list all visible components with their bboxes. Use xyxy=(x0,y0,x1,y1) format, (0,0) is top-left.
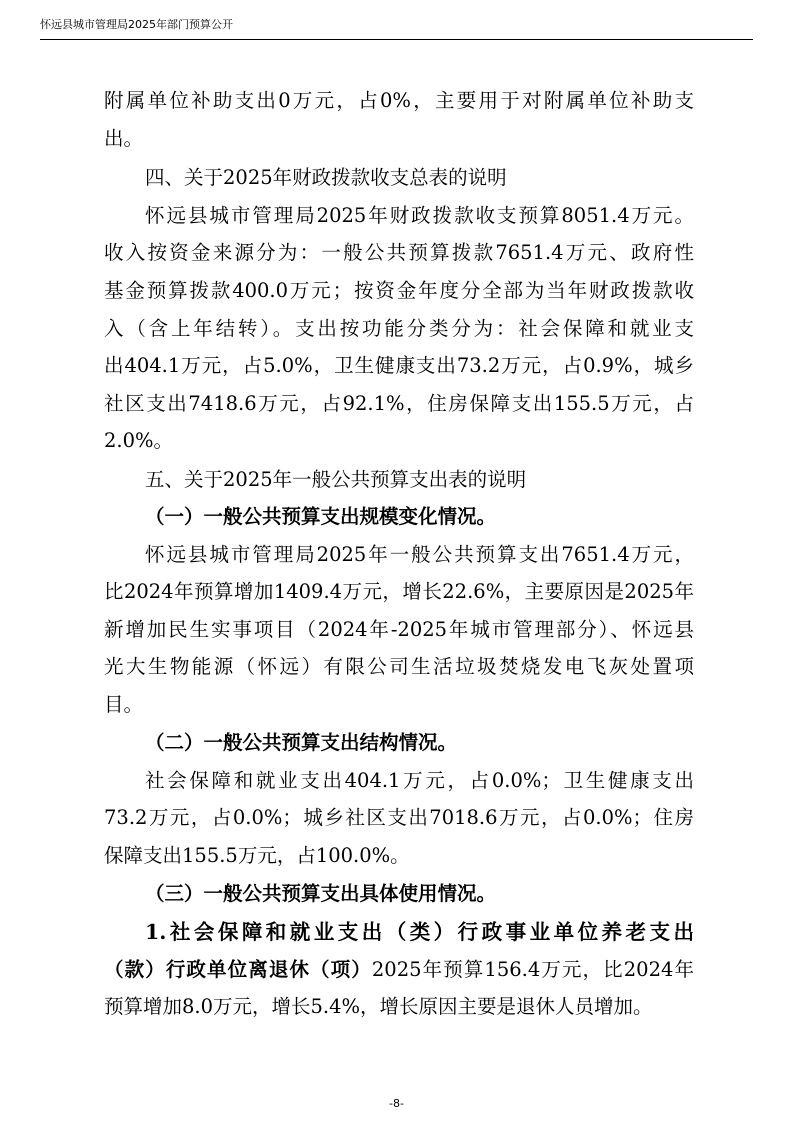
header-divider xyxy=(40,39,753,40)
body-line: 光大生物能源（怀远）有限公司生活垃圾焚烧发电飞灰处置项 xyxy=(104,655,694,678)
body-line: 出404.1万元，占5.0%，卫生健康支出73.2万元，占0.9%，城乡 xyxy=(104,354,694,377)
section-heading: 四、关于2025年财政拨款收支总表的说明 xyxy=(145,166,507,189)
subsection-heading: （一）一般公共预算支出规模变化情况。 xyxy=(145,505,497,528)
body-line: 社区支出7418.6万元，占92.1%，住房保障支出155.5万元，占 xyxy=(104,392,694,415)
body-line: 新增加民生实事项目（2024年-2025年城市管理部分）、怀远县 xyxy=(104,618,694,641)
body-line xyxy=(104,957,694,983)
body-line: 怀远县城市管理局2025年财政拨款收支预算8051.4万元。 xyxy=(145,204,694,227)
body-line-text: 2025年预算156.4万元，比2024年 xyxy=(371,958,694,981)
item-heading: 1.社会保障和就业支出（类）行政事业单位养老支出 xyxy=(145,920,694,944)
body-line: 附属单位补助支出0万元，占0%，主要用于对附属单位补助支 xyxy=(104,89,694,112)
subsection-heading: （三）一般公共预算支出具体使用情况。 xyxy=(145,882,497,905)
section-heading: 五、关于2025年一般公共预算支出表的说明 xyxy=(145,468,527,491)
body-line: 预算增加8.0万元，增长5.4%，增长原因主要是退休人员增加。 xyxy=(104,995,653,1018)
body-line: 保障支出155.5万元，占100.0%。 xyxy=(104,844,410,867)
body-line: 73.2万元，占0.0%；城乡社区支出7018.6万元，占0.0%；住房 xyxy=(104,806,694,829)
body-line: 怀远县城市管理局2025年一般公共预算支出7651.4万元， xyxy=(145,543,694,566)
body-line: 比2024年预算增加1409.4万元，增长22.6%，主要原因是2025年 xyxy=(104,580,694,603)
body-line: 收入按资金来源分为：一般公共预算拨款7651.4万元、政府性 xyxy=(104,241,694,264)
body-line: 社会保障和就业支出404.1万元，占0.0%；卫生健康支出 xyxy=(145,769,694,792)
body-line: 2.0%。 xyxy=(104,429,174,452)
body-line: 基金预算拨款400.0万元；按资金年度分全部为当年财政拨款收 xyxy=(104,279,694,302)
item-heading-continued: （款）行政单位离退休（项） xyxy=(104,958,372,981)
body-line: 出。 xyxy=(104,127,144,150)
page-number: -8- xyxy=(389,1097,404,1110)
subsection-heading: （二）一般公共预算支出结构情况。 xyxy=(145,731,458,754)
page-header-title: 怀远县城市管理局2025年部门预算公开 xyxy=(40,18,233,31)
body-line: 目。 xyxy=(104,693,144,716)
body-line: 入（含上年结转）。支出按功能分类分为：社会保障和就业支 xyxy=(104,317,694,340)
